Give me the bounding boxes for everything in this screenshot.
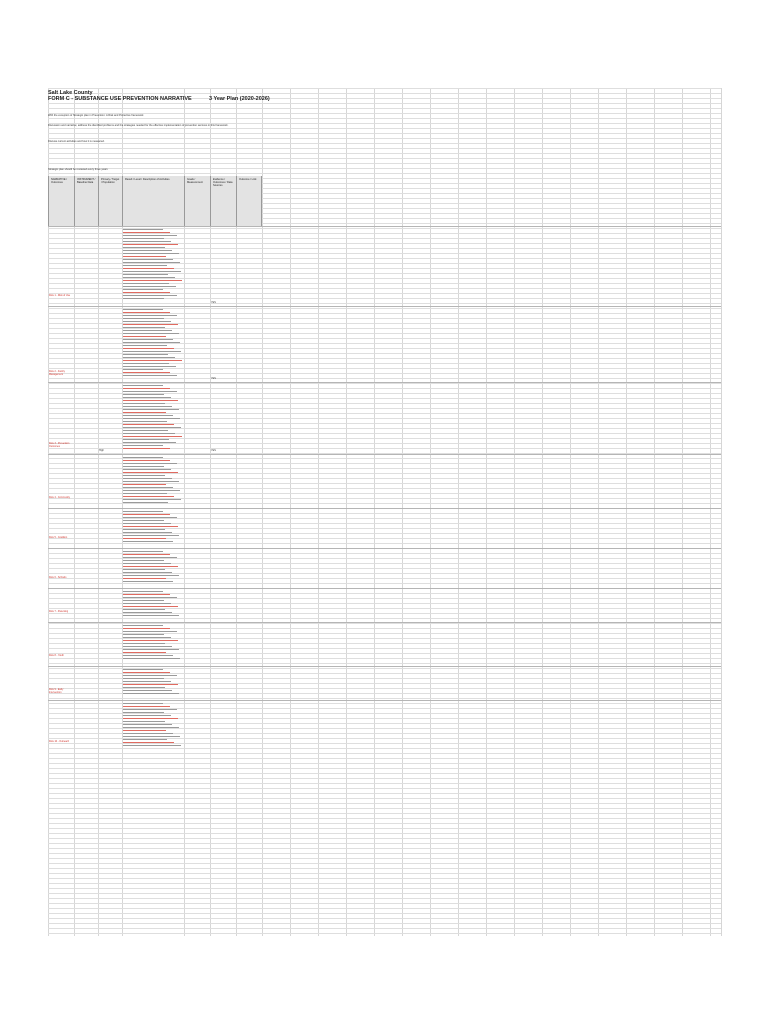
- text-line: [123, 406, 172, 407]
- grid-row-line: [48, 758, 721, 759]
- text-line: [123, 615, 179, 616]
- row-description-text: [123, 457, 183, 505]
- text-line: [123, 385, 163, 386]
- col-header-narrative: NARRATIVE / Outcomes: [48, 176, 74, 226]
- col-header-evidence: Evidence / Outcomes / Data Sources: [210, 176, 236, 226]
- grid-row-line: [48, 108, 721, 109]
- text-line: [123, 415, 173, 416]
- text-line: [123, 372, 170, 373]
- text-line: [123, 678, 164, 679]
- text-line: [123, 712, 164, 713]
- text-line: [123, 655, 173, 656]
- text-line: [123, 733, 173, 734]
- text-line: [123, 397, 171, 398]
- text-line: [123, 457, 163, 458]
- text-line: [123, 318, 164, 319]
- text-line: [123, 259, 173, 260]
- col-header-link: Outcome / Link: [236, 176, 262, 226]
- text-line: [123, 400, 178, 401]
- row-description-text: [123, 229, 183, 303]
- text-line: [123, 625, 163, 626]
- grid-row-line: [48, 858, 721, 859]
- text-line: [123, 460, 170, 461]
- text-line: [123, 652, 166, 653]
- text-line: [123, 578, 166, 579]
- table-row: [48, 548, 721, 589]
- text-line: [123, 572, 172, 573]
- grid-row-line: [48, 128, 721, 129]
- grid-row-line: [48, 768, 721, 769]
- text-line: [123, 394, 164, 395]
- grid-row-line: [48, 888, 721, 889]
- grid-row-line: [48, 773, 721, 774]
- text-line: [123, 496, 174, 497]
- text-line: [123, 366, 176, 367]
- text-line: [123, 646, 172, 647]
- row-label: Row 1 - Risk of Use: [49, 294, 71, 297]
- text-line: [123, 274, 168, 275]
- text-line: [123, 687, 165, 688]
- row-description-text: [123, 669, 183, 697]
- title-block: [48, 90, 648, 102]
- text-line: [123, 436, 182, 437]
- row-description-text: [123, 625, 183, 663]
- row-evidence: YES: [211, 449, 216, 452]
- text-line: [123, 526, 178, 527]
- grid-row-line: [48, 843, 721, 844]
- text-line: [123, 609, 165, 610]
- text-line: [123, 421, 167, 422]
- text-line: [123, 463, 177, 464]
- row-description-text: [123, 309, 183, 379]
- intro-line-1: With the exception of Strategic plan in Prevention: A Risk and Protective framework: [48, 114, 144, 117]
- text-line: [123, 448, 170, 449]
- text-line: [123, 430, 168, 431]
- intro-line-4: Strategic plan should be reviewed every three years: [48, 168, 108, 171]
- text-line: [123, 412, 166, 413]
- text-line: [123, 640, 178, 641]
- grid-row-line: [48, 818, 721, 819]
- grid-row-line: [48, 158, 721, 159]
- text-line: [123, 241, 171, 242]
- row-label: Row 4 - Community: [49, 496, 70, 499]
- grid-row-line: [48, 903, 721, 904]
- row-description-text: [123, 591, 183, 619]
- grid-row-line: [48, 928, 721, 929]
- text-line: [123, 637, 171, 638]
- text-line: [123, 375, 177, 376]
- row-label: Row 9 - Early Intervention: [49, 688, 64, 694]
- text-line: [123, 557, 177, 558]
- text-line: [123, 745, 181, 746]
- text-line: [123, 418, 180, 419]
- text-line: [123, 409, 179, 410]
- grid-row-line: [48, 813, 721, 814]
- text-line: [123, 724, 172, 725]
- intro-line-2: Discussion and narrative; address the identified problems and the strategies needed for the effective implementation of prevention services in this framework.: [48, 124, 229, 127]
- text-line: [123, 469, 171, 470]
- text-line: [123, 354, 168, 355]
- col-header-target: Primary / Target / Population: [98, 176, 122, 226]
- grid-row-line: [48, 88, 721, 89]
- grid-row-line: [48, 923, 721, 924]
- text-line: [123, 271, 181, 272]
- grid-row-line: [48, 878, 721, 879]
- text-line: [123, 298, 164, 299]
- text-line: [123, 466, 164, 467]
- text-line: [123, 581, 173, 582]
- text-line: [123, 369, 163, 370]
- text-line: [123, 566, 178, 567]
- grid-row-line: [48, 898, 721, 899]
- text-line: [123, 631, 177, 632]
- text-line: [123, 523, 171, 524]
- text-line: [123, 478, 172, 479]
- text-line: [123, 339, 173, 340]
- text-line: [123, 730, 166, 731]
- text-line: [123, 538, 166, 539]
- row-description-text: [123, 511, 183, 545]
- text-line: [123, 363, 169, 364]
- text-line: [123, 388, 170, 389]
- text-line: [123, 433, 175, 434]
- text-line: [123, 554, 170, 555]
- col-header-instrument: INSTRUMENT / Baseline Data: [74, 176, 98, 226]
- grid-row-line: [48, 933, 721, 934]
- row-target: High: [99, 449, 104, 452]
- grid-row-line: [48, 783, 721, 784]
- text-line: [123, 238, 164, 239]
- grid-row-line: [48, 873, 721, 874]
- grid-row-line: [48, 918, 721, 919]
- row-label: Row 10 - Outreach: [49, 740, 70, 743]
- text-line: [123, 612, 172, 613]
- text-line: [123, 333, 179, 334]
- grid-row-line: [48, 908, 721, 909]
- row-label: Row 2 - Family Management: [49, 370, 65, 376]
- text-line: [123, 351, 181, 352]
- text-line: [123, 643, 165, 644]
- text-line: [123, 357, 175, 358]
- text-line: [123, 529, 165, 530]
- row-label: Row 5 - Coalition: [49, 536, 68, 539]
- text-line: [123, 487, 173, 488]
- grid-row-line: [48, 788, 721, 789]
- text-line: [123, 481, 179, 482]
- grid-row-line: [48, 133, 721, 134]
- text-line: [123, 597, 177, 598]
- grid-row-line: [48, 883, 721, 884]
- text-line: [123, 280, 182, 281]
- text-line: [123, 532, 172, 533]
- grid-row-line: [48, 823, 721, 824]
- grid-row-line: [48, 848, 721, 849]
- grid-row-line: [48, 853, 721, 854]
- text-line: [123, 703, 163, 704]
- grid-row-line: [48, 793, 721, 794]
- text-line: [123, 736, 180, 737]
- text-line: [123, 424, 174, 425]
- row-label: Row 3 - Prevention Outcomes: [49, 442, 70, 448]
- text-line: [123, 403, 165, 404]
- text-line: [123, 315, 177, 316]
- text-line: [123, 360, 182, 361]
- text-line: [123, 327, 165, 328]
- grid-row-line: [48, 803, 721, 804]
- grid-row-line: [48, 828, 721, 829]
- text-line: [123, 442, 176, 443]
- text-line: [123, 594, 170, 595]
- text-line: [123, 634, 164, 635]
- text-line: [123, 324, 178, 325]
- grid-row-line: [48, 148, 721, 149]
- text-line: [123, 345, 167, 346]
- text-line: [123, 560, 164, 561]
- grid-row-line: [48, 163, 721, 164]
- table-row: [48, 382, 721, 455]
- form-title: FORM C - SUBSTANCE USE PREVENTION NARRATIVE: [48, 96, 192, 102]
- text-line: [123, 575, 179, 576]
- text-line: [123, 606, 178, 607]
- text-line: [123, 669, 163, 670]
- grid-row-line: [48, 863, 721, 864]
- text-line: [123, 514, 170, 515]
- row-evidence: YES: [211, 301, 216, 304]
- table-row: [48, 622, 721, 667]
- text-line: [123, 490, 180, 491]
- table-row: [48, 666, 721, 701]
- text-line: [123, 649, 179, 650]
- text-line: [123, 256, 166, 257]
- text-line: [123, 391, 177, 392]
- text-line: [123, 312, 170, 313]
- text-line: [123, 517, 177, 518]
- text-line: [123, 563, 171, 564]
- text-line: [123, 250, 172, 251]
- text-line: [123, 321, 171, 322]
- text-line: [123, 499, 181, 500]
- row-description-text: [123, 703, 183, 749]
- text-line: [123, 551, 163, 552]
- text-line: [123, 493, 167, 494]
- text-line: [123, 742, 174, 743]
- text-line: [123, 427, 181, 428]
- text-line: [123, 535, 179, 536]
- text-line: [123, 235, 177, 236]
- grid-row-line: [48, 838, 721, 839]
- text-line: [123, 600, 164, 601]
- text-line: [123, 292, 170, 293]
- row-description-text: [123, 385, 183, 451]
- form-title-line: [48, 96, 648, 102]
- grid-row-line: [48, 153, 721, 154]
- text-line: [123, 289, 163, 290]
- grid-row-line: [48, 868, 721, 869]
- row-label: Row 6 - Schools: [49, 576, 67, 579]
- text-line: [123, 681, 171, 682]
- grid-row-line: [48, 893, 721, 894]
- text-line: [123, 603, 171, 604]
- grid-column-line: [721, 88, 722, 936]
- text-line: [123, 693, 179, 694]
- plan-label: 3 Year Plan (2020-2026): [209, 96, 270, 102]
- text-line: [123, 541, 173, 542]
- text-line: [123, 265, 167, 266]
- text-line: [123, 439, 169, 440]
- text-line: [123, 262, 180, 263]
- grid-row-line: [48, 173, 721, 174]
- text-line: [123, 628, 170, 629]
- text-line: [123, 569, 165, 570]
- grid-row-line: [48, 833, 721, 834]
- text-line: [123, 709, 177, 710]
- text-line: [123, 286, 176, 287]
- text-line: [123, 591, 163, 592]
- text-line: [123, 739, 167, 740]
- table-row: [48, 226, 721, 307]
- grid-row-line: [48, 778, 721, 779]
- text-line: [123, 502, 168, 503]
- text-line: [123, 690, 172, 691]
- text-line: [123, 277, 175, 278]
- text-line: [123, 229, 163, 230]
- text-line: [123, 511, 163, 512]
- text-line: [123, 727, 179, 728]
- grid-row-line: [48, 753, 721, 754]
- text-line: [123, 309, 163, 310]
- table-row: [48, 508, 721, 549]
- text-line: [123, 253, 179, 254]
- text-line: [123, 295, 177, 296]
- col-header-goals: Goals / Measurement: [184, 176, 210, 226]
- table-row: [48, 306, 721, 383]
- col-header-result: Result / Level / Description of Activities: [122, 176, 184, 226]
- grid-row-line: [48, 138, 721, 139]
- text-line: [123, 484, 166, 485]
- text-line: [123, 718, 178, 719]
- text-line: [123, 247, 165, 248]
- text-line: [123, 283, 169, 284]
- grid-row-line: [48, 103, 721, 104]
- text-line: [123, 675, 177, 676]
- text-line: [123, 232, 170, 233]
- text-line: [123, 342, 180, 343]
- text-line: [123, 684, 178, 685]
- text-line: [123, 244, 178, 245]
- text-line: [123, 348, 174, 349]
- text-line: [123, 268, 174, 269]
- table-row: [48, 700, 721, 753]
- text-line: [123, 520, 164, 521]
- grid-row-line: [48, 808, 721, 809]
- row-evidence: YES: [211, 377, 216, 380]
- table-row: [48, 454, 721, 509]
- grid-row-line: [48, 798, 721, 799]
- text-line: [123, 721, 165, 722]
- text-line: [123, 330, 172, 331]
- intro-line-3: Discuss current activities and how it is measured.: [48, 140, 105, 143]
- row-label: Row 7 - Parenting: [49, 610, 69, 613]
- grid-row-line: [48, 763, 721, 764]
- text-line: [123, 672, 170, 673]
- row-label: Row 8 - Youth: [49, 654, 64, 657]
- text-line: [123, 445, 163, 446]
- grid-row-line: [48, 913, 721, 914]
- text-line: [123, 472, 178, 473]
- org-name: Salt Lake County: [48, 90, 93, 96]
- table-row: [48, 588, 721, 623]
- text-line: [123, 658, 180, 659]
- text-line: [123, 475, 165, 476]
- text-line: [123, 336, 166, 337]
- text-line: [123, 706, 170, 707]
- row-description-text: [123, 551, 183, 585]
- grid-row-line: [48, 118, 721, 119]
- text-line: [123, 715, 171, 716]
